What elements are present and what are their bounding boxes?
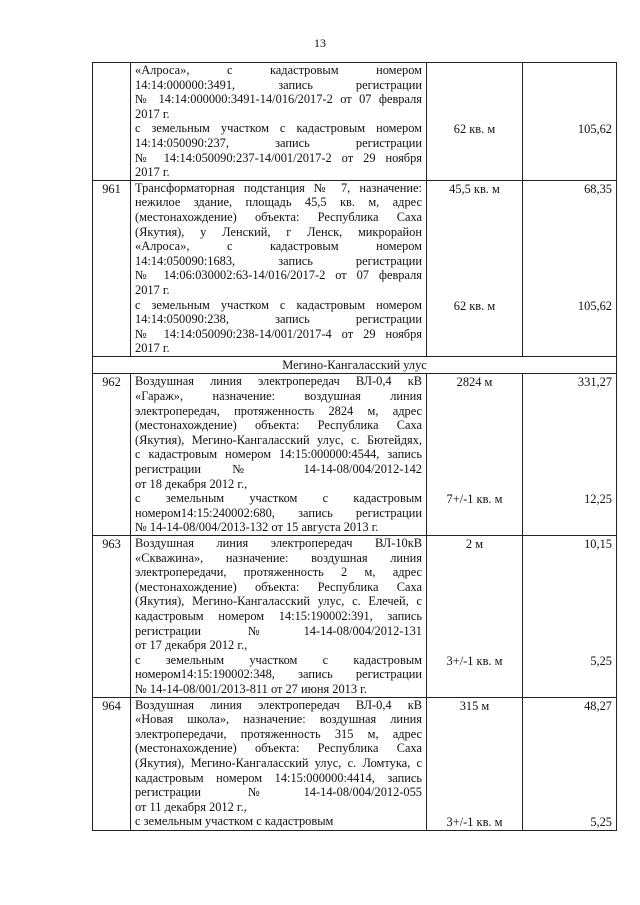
cost-value: 105,62: [577, 298, 612, 313]
description-line: электропередачи, протяженность 2 м, адрес: [135, 565, 422, 580]
row-description: [131, 63, 427, 181]
area-value: 62 кв. м: [453, 122, 496, 137]
description-line: № 14:14:050090:238-14/001/2017-4 от 29 ноября: [135, 326, 422, 341]
row-value: [523, 536, 617, 698]
description-line: 2017 г.: [135, 341, 170, 356]
row-area: [427, 536, 523, 698]
description-line: «Алроса», с кадастровым номером: [135, 239, 422, 254]
description-line: (Якутия), Мегино-Кангаласский улус, с. Бютейдях,: [135, 432, 422, 447]
description-line: кадастровым номером 14:15:000000:4414, запись: [135, 770, 422, 785]
description-line: от 17 декабря 2012 г.,: [135, 638, 248, 653]
row-number: 963: [93, 536, 131, 698]
cost-value: 10,15: [584, 537, 612, 551]
description-line: (Якутия), у Ленский, г Ленск, микрорайон: [135, 224, 422, 239]
property-table: [92, 62, 617, 831]
description-line: с земельным участком с кадастровым: [135, 491, 422, 506]
description-line: электропередачи, протяженность 315 м, адрес: [135, 726, 422, 741]
description-line: нежилое здание, площадь 45,5 кв. м, адрес: [135, 195, 422, 210]
description-line: (местонахождение) объекта: Республика Саха: [135, 418, 422, 433]
description-line: 2017 г.: [135, 106, 170, 121]
description-line: «Гараж», назначение: воздушная линия: [135, 389, 422, 404]
area-value: 3+/-1 кв. м: [446, 653, 503, 668]
description-line: 2017 г.: [135, 282, 170, 297]
description-line: с кадастровым номером 14:15:000000:4544, запись: [135, 447, 422, 462]
row-number: 964: [93, 697, 131, 830]
row-number: [93, 63, 131, 181]
area-value: 315 м: [459, 698, 490, 713]
description-line: № 14-14-08/004/2013-132 от 15 августа 2013 г.: [135, 520, 379, 535]
description-line: электропередач, протяженность 2824 м, адрес: [135, 403, 422, 418]
row-description: [131, 697, 427, 830]
table-row: [93, 180, 617, 356]
description-line: с земельным участком с кадастровым: [135, 652, 422, 667]
description-line: с земельным участком с кадастровым номером: [135, 121, 422, 136]
row-number: 962: [93, 374, 131, 536]
description-line: № 14:06:030002:63-14/016/2017-2 от 07 февраля: [135, 268, 422, 283]
description-line: с земельным участком с кадастровым номером: [135, 297, 422, 312]
description-line: регистрации №14-14-08/004/2012-055: [135, 785, 422, 800]
description-line: (местонахождение) объекта: Республика Саха: [135, 209, 422, 224]
description-line: № 14:14:050090:237-14/001/2017-2 от 29 ноября: [135, 150, 422, 165]
description-line: Трансформаторная подстанция № 7, назначение:: [135, 180, 422, 195]
row-number: 961: [93, 180, 131, 356]
cost-value: 5,25: [590, 653, 612, 668]
table-row: [93, 63, 617, 181]
row-value: [523, 63, 617, 181]
area-value: 2824 м: [456, 375, 493, 390]
description-line: 14:14:050090:1683, запись регистрации: [135, 253, 422, 268]
description-line: от 11 декабря 2012 г.,: [135, 799, 247, 814]
description-line: (Якутия), Мегино-Кангаласский улус, с. Ломтука, с: [135, 755, 422, 770]
row-value: [523, 180, 617, 356]
description-line: от 18 декабря 2012 г.,: [135, 476, 248, 491]
section-header: Мегино-Кангаласский улус: [93, 356, 617, 374]
row-area: [427, 374, 523, 536]
description-line: «Новая школа», назначение: воздушная линия: [135, 712, 422, 727]
description-line: Воздушная линия электропередач ВЛ-0,4 кВ: [135, 374, 422, 389]
description-line: регистрации № 14-14-08/004/2012-142: [135, 462, 422, 477]
row-value: [523, 697, 617, 830]
table-row: [93, 697, 617, 830]
area-value: 3+/-1 кв. м: [446, 815, 503, 830]
description-line: «Скважина», назначение: воздушная линия: [135, 550, 422, 565]
description-line: номером14:15:190002:348, запись регистрации: [135, 667, 422, 682]
table-row: [93, 536, 617, 698]
cost-value: 331,27: [577, 375, 612, 390]
description-line: 14:14:050090:237, запись регистрации: [135, 135, 422, 150]
property-table-body: [93, 63, 617, 831]
row-description: [131, 536, 427, 698]
row-area: [427, 63, 523, 181]
row-description: [131, 374, 427, 536]
area-value: 2 м: [465, 537, 484, 551]
table-row: [93, 356, 617, 374]
description-line: Воздушная линия электропередач ВЛ-0,4 кВ: [135, 697, 422, 712]
description-line: № 14:14:000000:3491-14/016/2017-2 от 07 февраля: [135, 92, 422, 107]
area-value: 62 кв. м: [453, 298, 496, 313]
cost-value: 68,35: [584, 181, 612, 196]
description-line: 14:14:000000:3491, запись регистрации: [135, 77, 422, 92]
row-description: [131, 180, 427, 356]
row-area: [427, 180, 523, 356]
cost-value: 105,62: [577, 122, 612, 137]
cost-value: 48,27: [584, 698, 612, 713]
cost-value: 5,25: [590, 815, 612, 830]
table-row: [93, 374, 617, 536]
description-line: «Алроса», с кадастровым номером: [135, 63, 422, 77]
description-line: № 14-14-08/001/2013-811 от 27 июня 2013 г.: [135, 681, 367, 696]
description-line: 2017 г.: [135, 165, 170, 180]
description-line: кадастровым номером 14:15:190002:391, запись: [135, 608, 422, 623]
description-line: 14:14:050090:238, запись регистрации: [135, 312, 422, 327]
description-line: с земельным участком с кадастровым: [135, 814, 334, 829]
area-value: 45,5 кв. м: [449, 181, 500, 196]
row-area: [427, 697, 523, 830]
description-line: (Якутия), Мегино-Кангаласский улус, с. Елечей, с: [135, 594, 422, 609]
row-value: [523, 374, 617, 536]
description-line: (местонахождение) объекта: Республика Саха: [135, 579, 422, 594]
description-line: (местонахождение) объекта: Республика Саха: [135, 741, 422, 756]
cost-value: 12,25: [584, 492, 612, 507]
description-line: регистрации №14-14-08/004/2012-131: [135, 623, 422, 638]
description-line: номером14:15:240002:680, запись регистрации: [135, 505, 422, 520]
page-number: 13: [314, 36, 326, 50]
description-line: Воздушная линия электропередач ВЛ-10кВ: [135, 536, 422, 550]
area-value: 7+/-1 кв. м: [446, 492, 503, 507]
